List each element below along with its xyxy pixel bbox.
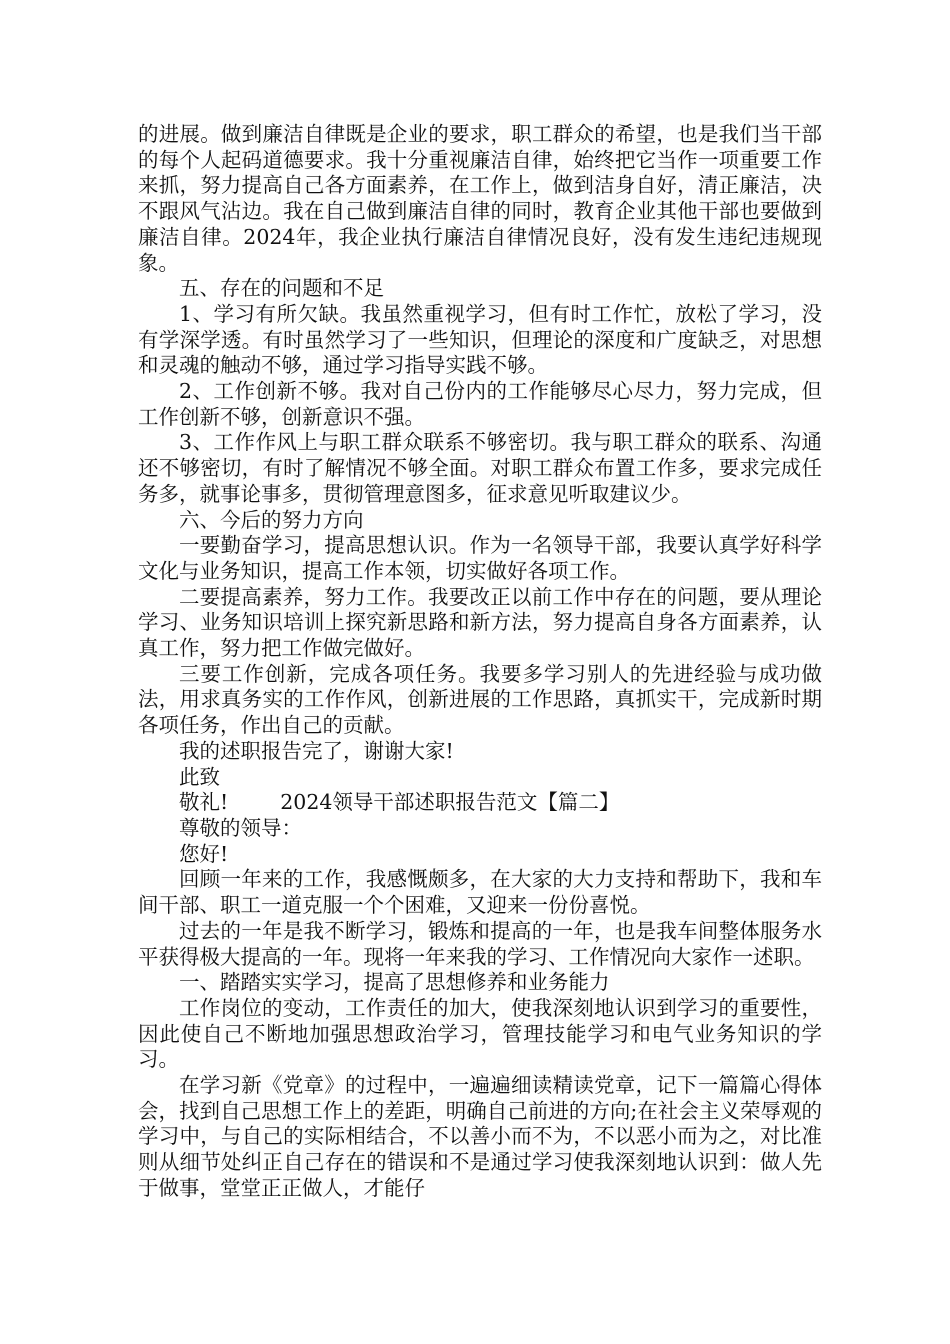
section-heading-problems: 五、存在的问题和不足: [179, 276, 384, 301]
paragraph-continuation: 的进展。做到廉洁自律既是企业的要求，职工群众的希望，也是我们当干部的每个人起码道德要求。我十分重视廉洁自律，始终把它当作一项重要工作来抓，努力提高自己各方面素养，在工作上，做到洁身自好，清正廉洁，决不跟风气沾边。我在自己做到廉洁自律的同时，教育企业其他干部也要做到廉洁自律。2024年，我企业执行廉洁自律情况良好，没有发生违纪违规现象。: [138, 122, 822, 275]
paragraph-direction-3: 三要工作创新，完成各项任务。我要多学习别人的先进经验与成功做法，用求真务实的工作作风，创新进展的工作思路，真抓实干，完成新时期各项任务，作出自己的贡献。: [138, 661, 822, 738]
paragraph-problem-2: 2、工作创新不够。我对自己份内的工作能够尽心尽力，努力完成，但工作创新不够，创新意识不强。: [138, 379, 822, 429]
document-page: [138, 122, 822, 1202]
closing-line: [138, 790, 822, 816]
section-heading-study: 一、踏踏实实学习，提高了思想修养和业务能力: [179, 970, 610, 995]
paragraph-study-2: 在学习新《党章》的过程中，一遍遍细读精读党章，记下一篇篇心得体会，找到自己思想工作上的差距，明确自己前进的方向;在社会主义荣辱观的学习中，与自己的实际相结合，不以善小而不为，不以恶小而为之，对比准则从细节处纠正自己存在的错误和不是通过学习使我深刻地认识到：做人先于做事，堂堂正正做人，才能仔: [138, 1073, 822, 1200]
paragraph-cizhi: 此致: [179, 764, 220, 789]
paragraph-problem-3: 3、工作作风上与职工群众联系不够密切。我与职工群众的联系、沟通还不够密切，有时了解情况不够全面。对职工群众布置工作多，要求完成任务多，就事论事多，贯彻管理意图多，征求意见听取建议少。: [138, 430, 822, 506]
greeting-hello: 您好!: [179, 841, 229, 866]
paragraph-problem-1: 1、学习有所欠缺。我虽然重视学习，但有时工作忙，放松了学习，没有学深学透。有时虽然学习了一些知识，但理论的深度和广度缺乏，对思想和灵魂的触动不够，通过学习指导实践不够。: [138, 301, 822, 378]
greeting-addressee: 尊敬的领导：: [179, 815, 302, 840]
paragraph-thanks: 我的述职报告完了，谢谢大家!: [179, 738, 454, 763]
section-heading-direction: 六、今后的努力方向: [179, 507, 364, 532]
paragraph-review: 回顾一年来的工作，我感慨颇多，在大家的大力支持和帮助下，我和车间干部、职工一道克服一个个困难，又迎来一份份喜悦。: [138, 867, 822, 918]
paragraph-study-1: 工作岗位的变动，工作责任的加大，使我深刻地认识到学习的重要性，因此使自己不断地加强思想政治学习，管理技能学习和电气业务知识的学习。: [138, 995, 822, 1072]
next-article-title: 2024领导干部述职报告范文【篇二】: [280, 790, 620, 815]
closing-salute: 敬礼!: [179, 790, 229, 815]
paragraph-direction-2: 二要提高素养，努力工作。我要改正以前工作中存在的问题，要从理论学习、业务知识培训上探究新思路和新方法，努力提高自身各方面素养，认真工作，努力把工作做完做好。: [138, 584, 822, 661]
paragraph-past-year: 过去的一年是我不断学习，锻炼和提高的一年，也是我车间整体服务水平获得极大提高的一年。现将一年来我的学习、工作情况向大家作一述职。: [138, 918, 822, 969]
paragraph-direction-1: 一要勤奋学习，提高思想认识。作为一名领导干部，我要认真学好科学文化与业务知识，提高工作本领，切实做好各项工作。: [138, 533, 822, 583]
